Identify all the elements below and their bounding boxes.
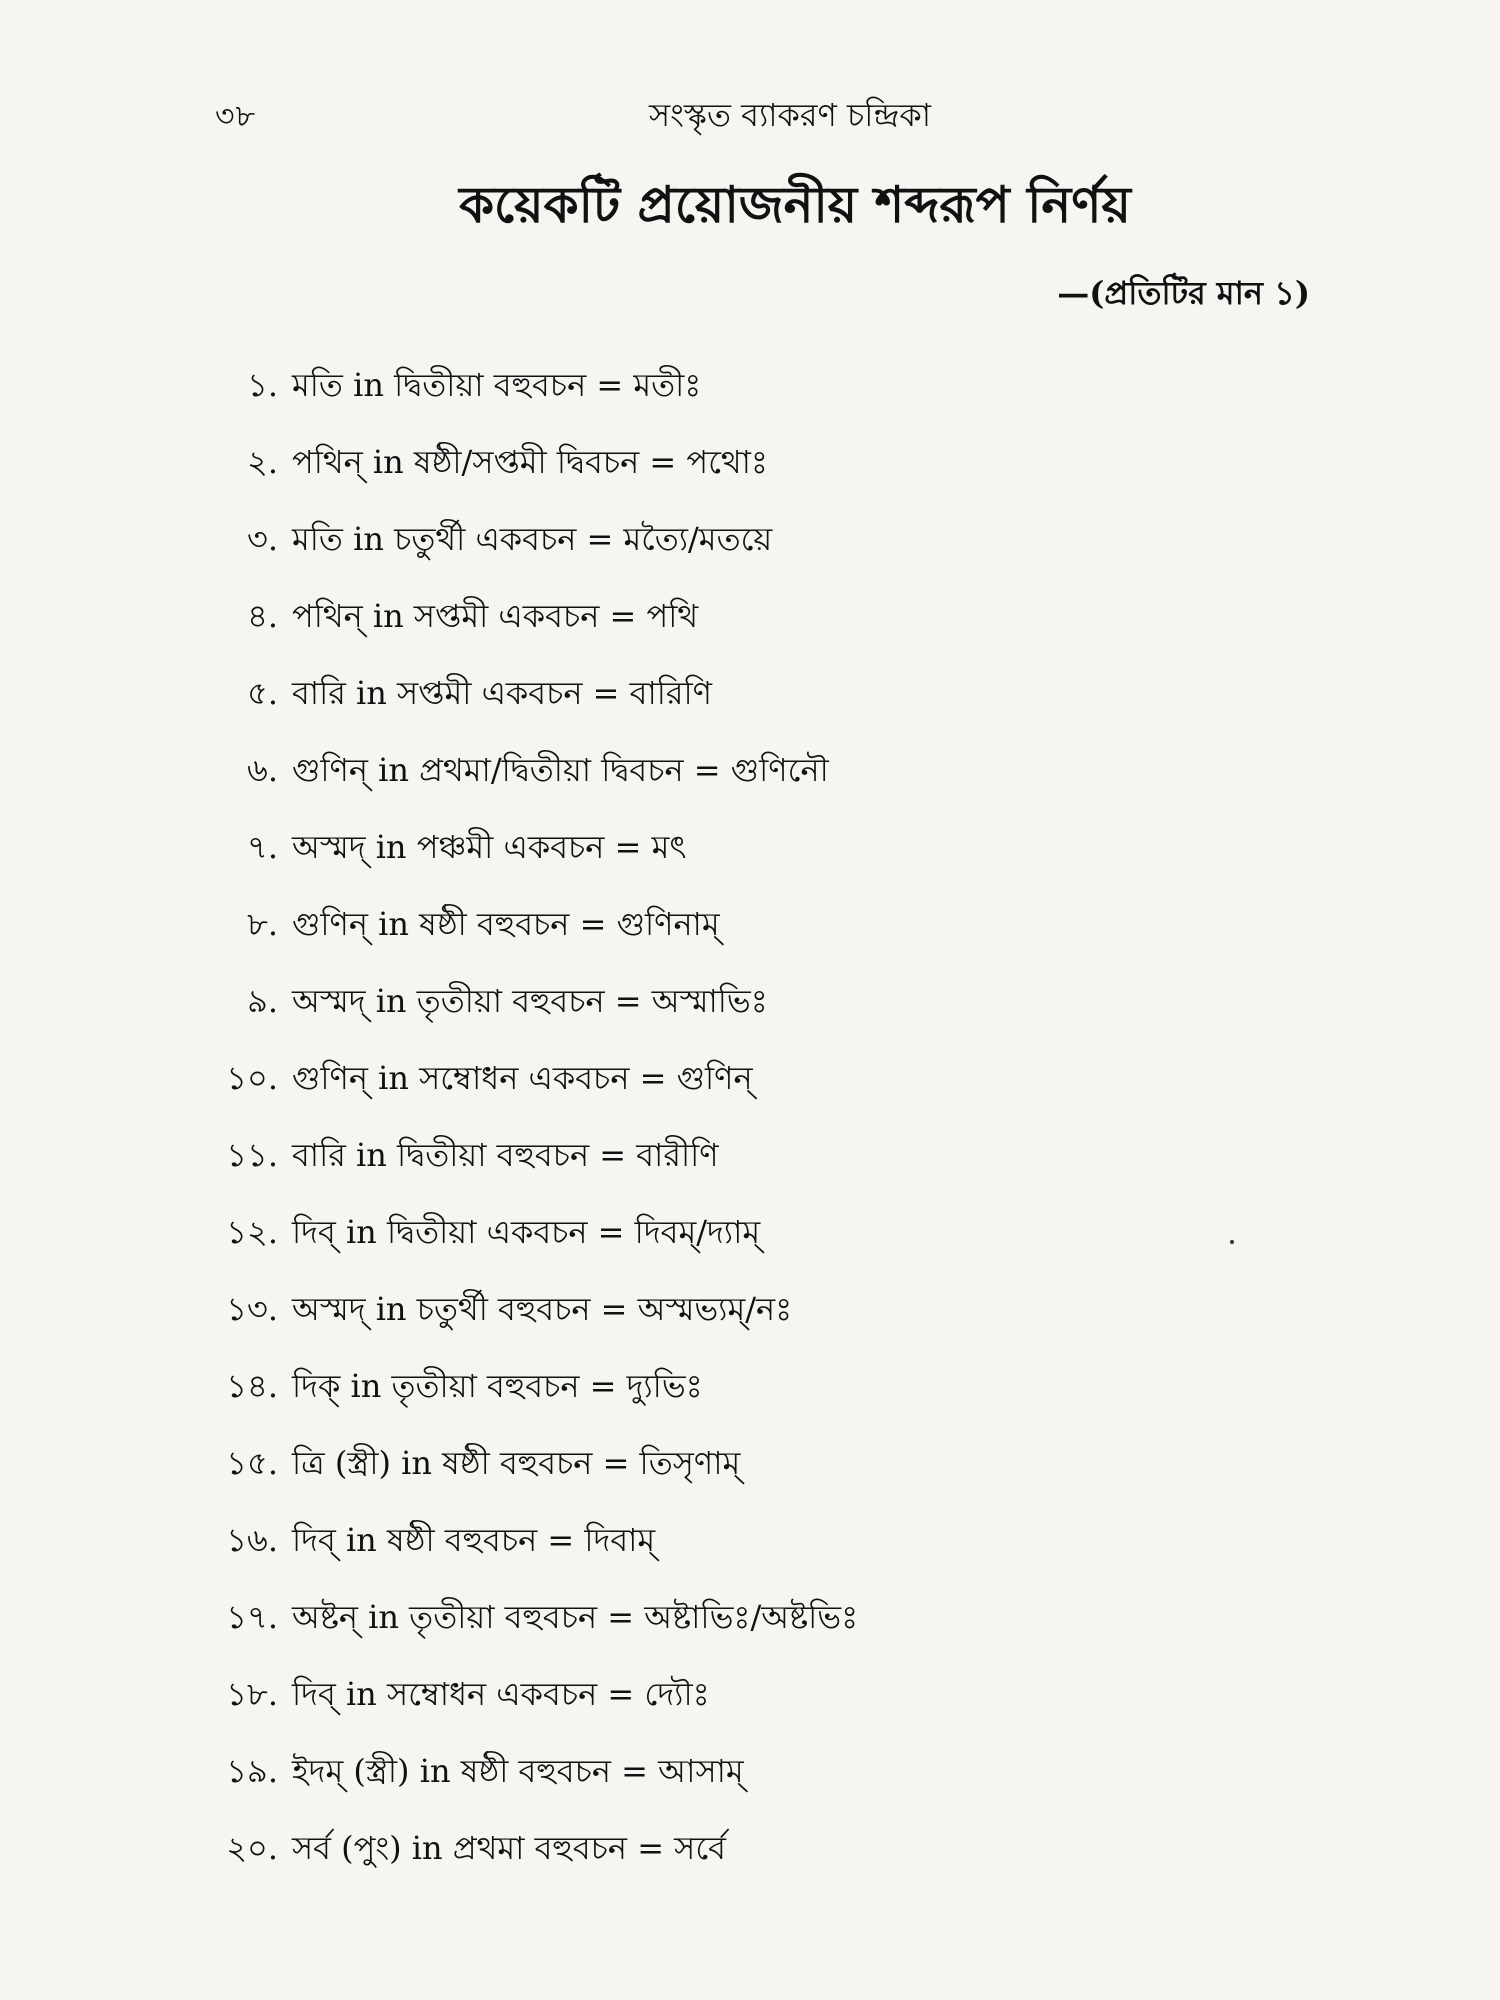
item-text: ইদম্ (স্ত্রী) in ষষ্ঠী বহুবচন = আসাম্ <box>292 1752 744 1790</box>
item-text: গুণিন্ in প্রথমা/দ্বিতীয়া দ্বিবচন = গুণিনৌ <box>292 751 829 789</box>
item-number: ১৯. <box>226 1752 278 1790</box>
item-text: সর্ব (পুং) in প্রথমা বহুবচন = সর্বে <box>292 1829 726 1867</box>
item-number: ১৩. <box>226 1290 278 1328</box>
list-item <box>200 1053 1350 1130</box>
item-number: ৪. <box>247 597 278 635</box>
list-item <box>200 591 1350 668</box>
item-text: দিক্ in তৃতীয়া বহুবচন = দ্যুভিঃ <box>292 1367 703 1405</box>
item-number: ১৪. <box>226 1367 278 1405</box>
item-text: পথিন্ in ষষ্ঠী/সপ্তমী দ্বিবচন = পথোঃ <box>292 443 768 481</box>
list-item <box>200 1669 1350 1746</box>
item-number: ১৭. <box>226 1598 278 1636</box>
item-number: ৭. <box>247 828 278 866</box>
item-text: মতি in চতুর্থী একবচন = মত্যৈ/মতয়ে <box>292 520 773 558</box>
marks-note: —(প্রতিটির মান ১) <box>1057 274 1310 312</box>
item-text: দিব্ in দ্বিতীয়া একবচন = দিবম্/দ্যাম্ <box>292 1213 761 1251</box>
item-text: অস্মদ্ in তৃতীয়া বহুবচন = অস্মাভিঃ <box>292 982 768 1020</box>
list-item <box>200 1284 1350 1361</box>
item-number: ৩. <box>247 520 278 558</box>
item-text: গুণিন্ in ষষ্ঠী বহুবচন = গুণিনাম্ <box>292 905 720 943</box>
list-item <box>200 1207 1350 1284</box>
item-text: দিব্ in ষষ্ঠী বহুবচন = দিবাম্ <box>292 1521 656 1559</box>
item-number: ৬. <box>247 751 278 789</box>
item-number: ১০. <box>226 1059 278 1097</box>
list-item <box>200 668 1350 745</box>
item-number: ১. <box>247 366 278 404</box>
item-number: ১৫. <box>226 1444 278 1482</box>
section-title: কয়েকটি প্রয়োজনীয় শব্দরূপ নির্ণয় <box>459 175 1131 234</box>
list-item <box>200 360 1350 437</box>
item-number: ১১. <box>226 1136 278 1174</box>
item-number: ৮. <box>247 905 278 943</box>
item-text: বারি in দ্বিতীয়া বহুবচন = বারীণি <box>292 1136 719 1174</box>
item-text: অস্মদ্ in পঞ্চমী একবচন = মৎ <box>292 828 687 866</box>
item-text: অষ্টন্ in তৃতীয়া বহুবচন = অষ্টাভিঃ/অষ্টভিঃ <box>292 1598 859 1636</box>
list-item <box>200 1746 1350 1823</box>
list-item <box>200 1130 1350 1207</box>
item-text: অস্মদ্ in চতুর্থী বহুবচন = অস্মভ্যম্/নঃ <box>292 1290 793 1328</box>
item-text: পথিন্ in সপ্তমী একবচন = পথি <box>292 597 699 635</box>
list-item <box>200 514 1350 591</box>
list-item <box>200 745 1350 822</box>
item-number: ১৮. <box>226 1675 278 1713</box>
item-number: ৯. <box>247 982 278 1020</box>
item-number: ১২. <box>226 1213 278 1251</box>
item-number: ৫. <box>247 674 278 712</box>
item-text: গুণিন্ in সম্বোধন একবচন = গুণিন্ <box>292 1059 753 1097</box>
exercise-list <box>200 360 1350 1900</box>
print-speck <box>1230 1240 1234 1244</box>
list-item <box>200 1438 1350 1515</box>
item-text: মতি in দ্বিতীয়া বহুবচন = মতীঃ <box>292 366 702 404</box>
item-number: ১৬. <box>226 1521 278 1559</box>
list-item <box>200 437 1350 514</box>
running-head: সংস্কৃত ব্যাকরণ চন্দ্রিকা <box>648 96 931 134</box>
list-item <box>200 899 1350 976</box>
list-item <box>200 822 1350 899</box>
list-item <box>200 1592 1350 1669</box>
item-text: দিব্ in সম্বোধন একবচন = দ্যৌঃ <box>292 1675 710 1713</box>
item-number: ২. <box>247 443 278 481</box>
list-item <box>200 1361 1350 1438</box>
list-item <box>200 1515 1350 1592</box>
item-number: ২০. <box>226 1829 278 1867</box>
list-item <box>200 1823 1350 1900</box>
page-number: ৩৮ <box>215 99 256 134</box>
list-item <box>200 976 1350 1053</box>
item-text: ত্রি (স্ত্রী) in ষষ্ঠী বহুবচন = তিসৃণাম্ <box>292 1444 741 1482</box>
item-text: বারি in সপ্তমী একবচন = বারিণি <box>292 674 712 712</box>
